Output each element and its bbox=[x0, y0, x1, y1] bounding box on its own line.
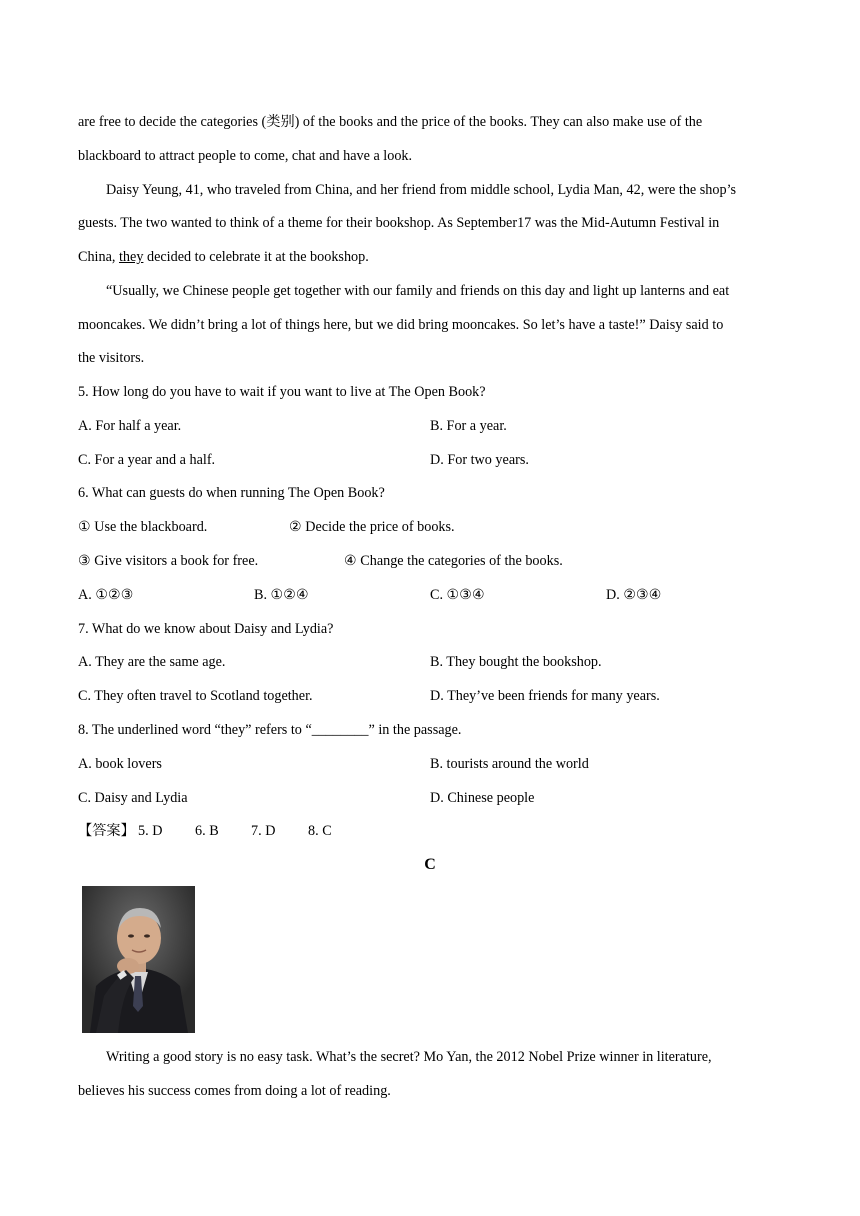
question-stem: 7. What do we know about Daisy and Lydia? bbox=[78, 621, 334, 637]
portrait-photo bbox=[82, 886, 195, 1033]
question-stem: 6. What can guests do when running The Open Book? bbox=[78, 485, 385, 501]
option: D. They’ve been friends for many years. bbox=[430, 688, 660, 704]
answer-label: 【答案】 bbox=[78, 823, 135, 839]
statement: ② Decide the price of books. bbox=[289, 519, 455, 535]
statement: ④ Change the categories of the books. bbox=[344, 553, 563, 569]
option: A. They are the same age. bbox=[78, 654, 226, 670]
passage-text: decided to celebrate it at the bookshop. bbox=[143, 249, 369, 265]
option: C. Daisy and Lydia bbox=[78, 790, 188, 806]
passage-c-line: believes his success comes from doing a lot of reading. bbox=[78, 1083, 391, 1099]
option: D. For two years. bbox=[430, 452, 529, 468]
option: A. ①②③ bbox=[78, 587, 134, 603]
portrait-illustration bbox=[82, 886, 195, 1033]
passage-b-line: the visitors. bbox=[78, 350, 145, 366]
answer-item: 5. D bbox=[138, 823, 163, 839]
answer-item: 7. D bbox=[251, 823, 276, 839]
option: C. They often travel to Scotland together. bbox=[78, 688, 313, 704]
section-heading: C bbox=[424, 856, 436, 873]
option: B. They bought the bookshop. bbox=[430, 654, 602, 670]
question-stem: 8. The underlined word “they” refers to “________” in the passage. bbox=[78, 722, 462, 738]
question-stem: 5. How long do you have to wait if you want to live at The Open Book? bbox=[78, 384, 486, 400]
answer-item: 6. B bbox=[195, 823, 219, 839]
passage-text: China, bbox=[78, 249, 119, 265]
option: C. For a year and a half. bbox=[78, 452, 216, 468]
option: A. book lovers bbox=[78, 756, 162, 772]
passage-b-line: blackboard to attract people to come, chat and have a look. bbox=[78, 148, 413, 164]
passage-b-line bbox=[78, 247, 369, 267]
option: D. ②③④ bbox=[606, 587, 662, 603]
passage-b-line: guests. The two wanted to think of a theme for their bookshop. As September17 was the Mid-Autumn Festival in bbox=[78, 215, 720, 231]
option: B. tourists around the world bbox=[430, 756, 589, 772]
underlined-word: they bbox=[118, 249, 144, 265]
answer-key bbox=[78, 821, 135, 841]
option: B. ①②④ bbox=[254, 587, 309, 603]
passage-b-line: Daisy Yeung, 41, who traveled from China, and her friend from middle school, Lydia Man, 42, were the shop’s bbox=[106, 182, 737, 198]
option: C. ①③④ bbox=[430, 587, 485, 603]
statement: ③ Give visitors a book for free. bbox=[78, 553, 259, 569]
statement: ① Use the blackboard. bbox=[78, 519, 208, 535]
passage-b-line: mooncakes. We didn’t bring a lot of things here, but we did bring mooncakes. So let’s have a taste!” Daisy said to bbox=[78, 317, 724, 333]
option: D. Chinese people bbox=[430, 790, 535, 806]
answer-item: 8. C bbox=[308, 823, 332, 839]
option: A. For half a year. bbox=[78, 418, 182, 434]
option: B. For a year. bbox=[430, 418, 507, 434]
passage-b-line: are free to decide the categories (类别) of the books and the price of the books. They can also make use of the bbox=[78, 114, 703, 130]
passage-c-line: Writing a good story is no easy task. What’s the secret? Mo Yan, the 2012 Nobel Prize winner in literature, bbox=[106, 1049, 712, 1065]
passage-b-line: “Usually, we Chinese people get together with our family and friends on this day and light up lanterns and eat bbox=[106, 283, 730, 299]
